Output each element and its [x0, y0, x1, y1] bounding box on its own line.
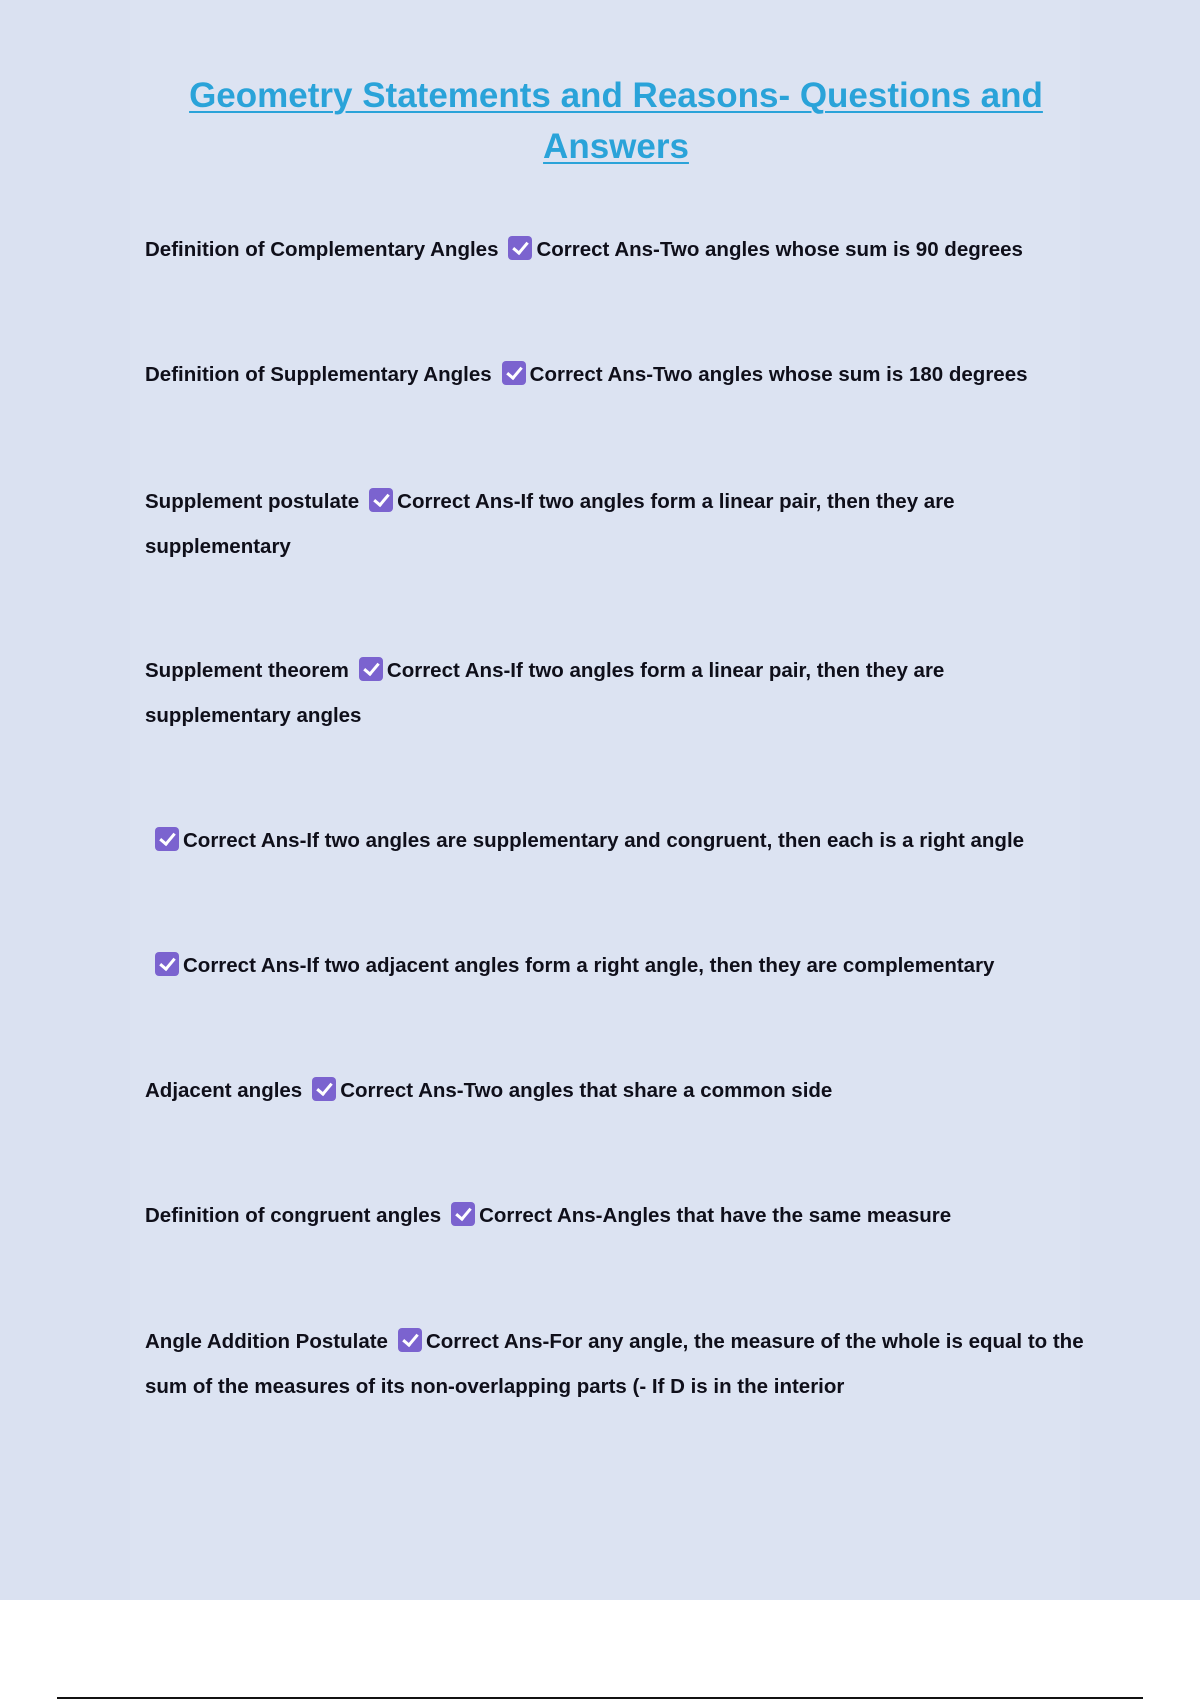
checked-checkbox-icon	[502, 361, 526, 385]
qa-answer: Correct Ans-Angles that have the same measure	[479, 1204, 952, 1227]
qa-answer: Correct Ans-For any angle, the measure of the whole is equal to the sum of the measures of its non-overlapping parts (- If D is in the interior	[145, 1330, 1084, 1398]
checked-checkbox-icon	[312, 1077, 336, 1101]
qa-item	[145, 818, 1085, 863]
qa-item	[145, 227, 1085, 272]
qa-answer: Correct Ans-If two angles are supplementary and congruent, then each is a right angle	[183, 829, 1025, 852]
qa-answer: Correct Ans-Two angles whose sum is 180 degrees	[529, 363, 1028, 386]
qa-answer: Correct Ans-Two angles that share a common side	[340, 1079, 833, 1102]
page-title: Geometry Statements and Reasons- Questions and Answers	[189, 76, 1043, 166]
checked-checkbox-icon	[155, 827, 179, 851]
qa-item	[145, 1068, 1085, 1113]
qa-item	[145, 479, 1085, 569]
qa-term: Definition of congruent angles	[145, 1204, 442, 1227]
qa-term: Definition of Complementary Angles	[145, 238, 499, 261]
checked-checkbox-icon	[369, 488, 393, 512]
qa-item	[145, 352, 1085, 397]
checked-checkbox-icon	[398, 1328, 422, 1352]
checked-checkbox-icon	[155, 952, 179, 976]
checked-checkbox-icon	[451, 1202, 475, 1226]
qa-answer: Correct Ans-If two angles form a linear pair, then they are supplementary angles	[145, 659, 945, 727]
checked-checkbox-icon	[359, 657, 383, 681]
qa-term: Adjacent angles	[145, 1079, 303, 1102]
qa-item	[145, 943, 1085, 988]
qa-term: Supplement theorem	[145, 659, 349, 682]
qa-term: Angle Addition Postulate	[145, 1330, 388, 1353]
checked-checkbox-icon	[508, 236, 532, 260]
qa-term: Definition of Supplementary Angles	[145, 363, 492, 386]
qa-answer: Correct Ans-If two angles form a linear pair, then they are supplementary	[145, 490, 955, 558]
qa-answer: Correct Ans-Two angles whose sum is 90 degrees	[536, 238, 1023, 261]
footer-divider	[57, 1697, 1143, 1699]
qa-answer: Correct Ans-If two adjacent angles form a right angle, then they are complementary	[183, 954, 995, 977]
qa-item	[145, 1193, 1085, 1238]
qa-item	[145, 648, 1085, 738]
qa-term: Supplement postulate	[145, 490, 360, 513]
qa-item	[145, 1319, 1085, 1409]
